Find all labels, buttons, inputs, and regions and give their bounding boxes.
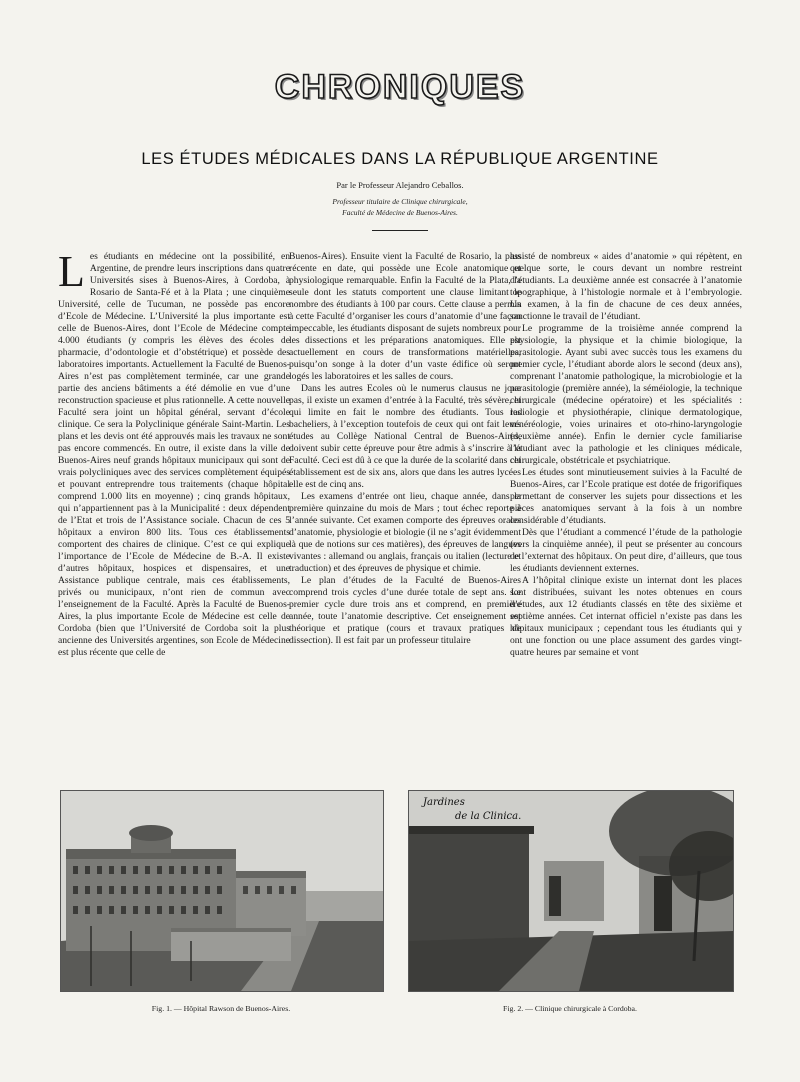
- article-title: LES ÉTUDES MÉDICALES DANS LA RÉPUBLIQUE ARGENTINE: [141, 150, 659, 168]
- byline: Par le Professeur Alejandro Ceballos.: [336, 180, 464, 190]
- paragraph: A l’hôpital clinique existe un internat dont les places sont distribuées, suivant les notes obtenues en cours d’études, aux 12 étudiants classés en tête des sixième et septième années. Cet internat officiel n’existe pas dans les hôpitaux municipaux ; cependant tous les étudiants qui y ont une fonction ou une place assument des gardes vingt-quatre heures par semaine et vont: [510, 575, 742, 658]
- paragraph: Le programme de la troisième année comprend la physiologie, la physique et la chimie biologique, la parasitologie. Ayant subi avec succès tous les examens du premier cycle, l’étudiant aborde alors le second (deux ans), comprenant l’anatomie pathologique, la microbiologie et la parasitologie (première année), la séméiologie, la technique chirurgicale (médecine opératoire) et les spécialités : radiologie et physiothérapie, clinique dermatologique, vénéréologie, voies urinaires et oto-rhino-laryngologie (deuxième année). Enfin le dernier cycle familiarise l’étudiant avec la pathologie et les cliniques médicale, chirurgicale, obstétricale et psychiatrique.: [510, 323, 742, 466]
- paragraph-text: es étudiants en médecine ont la possibilité, en Argentine, de prendre leurs inscriptions dans quatre Universités sises à Buenos-Aires, à Cordoba, à Rosario de Santa-Fé et à la Plata ; une cinquième Université, celle de Tucuman, ne possède pas encore d’Ecole de Médecine. L’Université la plus importante est celle de Buenos-Aires, dont l’Ecole de Médecine compte 4.000 étudiants (y compris les élèves des écoles de pharmacie, d’odontologie et d’obstétrique) et possède des laboratoires importants. Actuellement la Faculté de Buenos-Aires n’est pas complètement terminée, car une grande partie des anciens bâtiments a été démolie en vue d’une reconstruction spacieuse et plus rationnelle. A cette nouvelle Faculté sera joint un hôpital général, servant d’école clinique. Ce sera la Polyclinique générale Saint-Martin. Les plans et les devis ont été approuvés mais les travaux ne sont pas encore commencés. En outre, il existe dans la ville de Buenos-Aires neuf grands hôpitaux municipaux qui sont de vrais polycliniques avec des services complètement équipés et pouvant entreprendre tous traitements (chaque hôpital comprend 1.000 lits en moyenne) ; cinq grands hôpitaux, qui n’appartiennent pas à la Municipalité : deux dépendent de l’Etat et trois de l’Assistance sociale. Chacun de ces 5 hôpitaux a environ 800 lits. Tous ces établissements comportent des chaires de clinique. C’est ce qui explique l’importance de l’Ecole de Médecine de B.-A. Il existe d’autres hôpitaux, hospices et dispensaires, et une Assistance publique centrale, mais ces établissements, privés ou municipaux, n’ont rien de commun avec l’enseignement de la Faculté. Après la Faculté de Buenos-Aires, la plus importante Ecole de Médecine est celle de Cordoba (bien que l’Université de Cordoba soit la plus ancienne des Universités argentines, son Ecole de Médecine est plus récente que celle de: [58, 251, 290, 658]
- paragraph: Les études sont minutieusement suivies à la Faculté de Buenos-Aires, car l’Ecole pratique est dotée de frigorifiques permettant de conserver les sujets pour dissections et les pièces anatomiques servant à la fois à un nombre considérable d’étudiants.: [510, 467, 742, 526]
- text-column-2: [289, 251, 521, 751]
- section-title: CHRONIQUES: [274, 68, 526, 106]
- clinic-garden-photo: [408, 790, 734, 992]
- title-divider: [372, 230, 428, 231]
- handwritten-note: de la Clinica.: [455, 811, 522, 822]
- drop-cap: L: [58, 251, 85, 296]
- text-column-3: [510, 251, 742, 751]
- paragraph: Buenos-Aires). Ensuite vient la Faculté de Rosario, la plus récente en date, qui possède une Ecole anatomique et physiologique remarquable. Enfin la Faculté de la Plata, la seule dont les statuts comportent une clause limitant le nombre des étudiants à 100 par cours. Cette clause a permis à cette Faculté d’organiser les cours d’anatomie d’une façon impeccable, les étudiants disposant de sujets nombreux pour les dissections et les préparations anatomiques. Elle est actuellement en cours de transformations matérielles, puisqu’on songe à la doter d’un vaste édifice où seront logés les laboratoires et les salles de cours.: [289, 251, 521, 382]
- hospital-photo: [60, 790, 384, 992]
- paragraph: Le plan d’études de la Faculté de Buenos-Aires comprend trois cycles d’une durée totale de sept ans. Le premier cycle dure trois ans et comprend, en première année, toute l’anatomie descriptive. Cet enseignement est théorique et pratique (cours et travaux pratiques de dissection). Il est fait par un professeur titulaire: [289, 575, 521, 646]
- affiliation-line-1: Professeur titulaire de Clinique chirurgicale,: [332, 197, 468, 206]
- paragraph: Dans les autres Ecoles où le numerus clausus ne joue pas, il existe un examen d’entrée à la Faculté, très sévère, et qui limite en fait le nombre des étudiants. Tous les bacheliers, à l’exception toutefois de ceux qui ont fait leurs études au Collège National Central de Buenos-Aires, doivent subir cette épreuve pour être admis à s’inscrire à la Faculté. Ceci est dû à ce que la durée de la scolarité dans cet établissement est de six ans, alors que dans les autres lycées elle est de cinq ans.: [289, 383, 521, 490]
- paragraph: assisté de nombreux « aides d’anatomie » qui répètent, en quelque sorte, le cours devant un nombre restreint d’étudiants. La deuxième année est consacrée à l’anatomie topographique, à l’histologie normale et à l’embryologie. Un examen, à la fin de chacune de ces deux années, sanctionne le travail de l’étudiant.: [510, 251, 742, 322]
- text-column-1: [58, 251, 290, 751]
- handwritten-note: Jardines: [423, 797, 465, 808]
- hospital-photo-drawing: [61, 791, 383, 991]
- affiliation-line-2: Faculté de Médecine de Buenos-Aires.: [342, 208, 458, 217]
- paragraph: Les examens d’entrée ont lieu, chaque année, dans la première quinzaine du mois de Mars ; tout échec reporte à l’année suivante. Cet examen comporte des épreuves orales d’anatomie, physiologie et biologie (il ne s’agit évidemment là que de notions sur ces matières), des épreuves de langues vivantes : allemand ou anglais, français ou italien (lecture et traduction) et des épreuves de physique et chimie.: [289, 491, 521, 574]
- figure-caption-1: Fig. 1. — Hôpital Rawson de Buenos-Aires.: [151, 1004, 291, 1013]
- figure-caption-2: Fig. 2. — Clinique chirurgicale à Cordoba.: [503, 1004, 637, 1013]
- paragraph: [58, 251, 290, 659]
- paragraph: Dès que l’étudiant a commencé l’étude de la pathologie (vers la cinquième année), il peut se présenter au concours de l’externat des hôpitaux. On peut dire, d’ailleurs, que tous les étudiants deviennent externes.: [510, 527, 742, 574]
